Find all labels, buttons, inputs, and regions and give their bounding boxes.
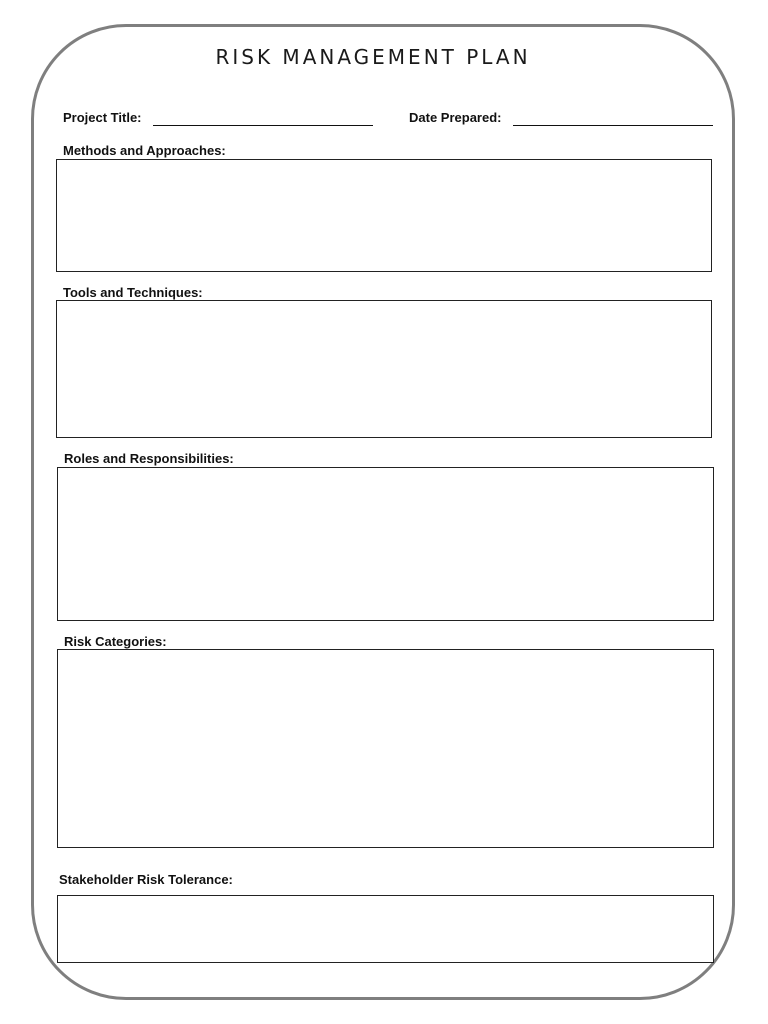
project-title-field[interactable] [153,125,373,126]
page-title: RISK MANAGEMENT PLAN [215,45,531,69]
date-prepared-field[interactable] [513,125,713,126]
methods-approaches-label: Methods and Approaches: [63,143,226,158]
methods-approaches-box[interactable] [56,159,712,272]
project-title-label: Project Title: [63,110,142,125]
roles-responsibilities-label: Roles and Responsibilities: [64,451,234,466]
risk-categories-label: Risk Categories: [64,634,167,649]
stakeholder-risk-tolerance-box[interactable] [57,895,714,963]
stakeholder-risk-tolerance-label: Stakeholder Risk Tolerance: [59,872,233,887]
tools-techniques-label: Tools and Techniques: [63,285,203,300]
date-prepared-label: Date Prepared: [409,110,502,125]
roles-responsibilities-box[interactable] [57,467,714,621]
tools-techniques-box[interactable] [56,300,712,438]
risk-categories-box[interactable] [57,649,714,848]
